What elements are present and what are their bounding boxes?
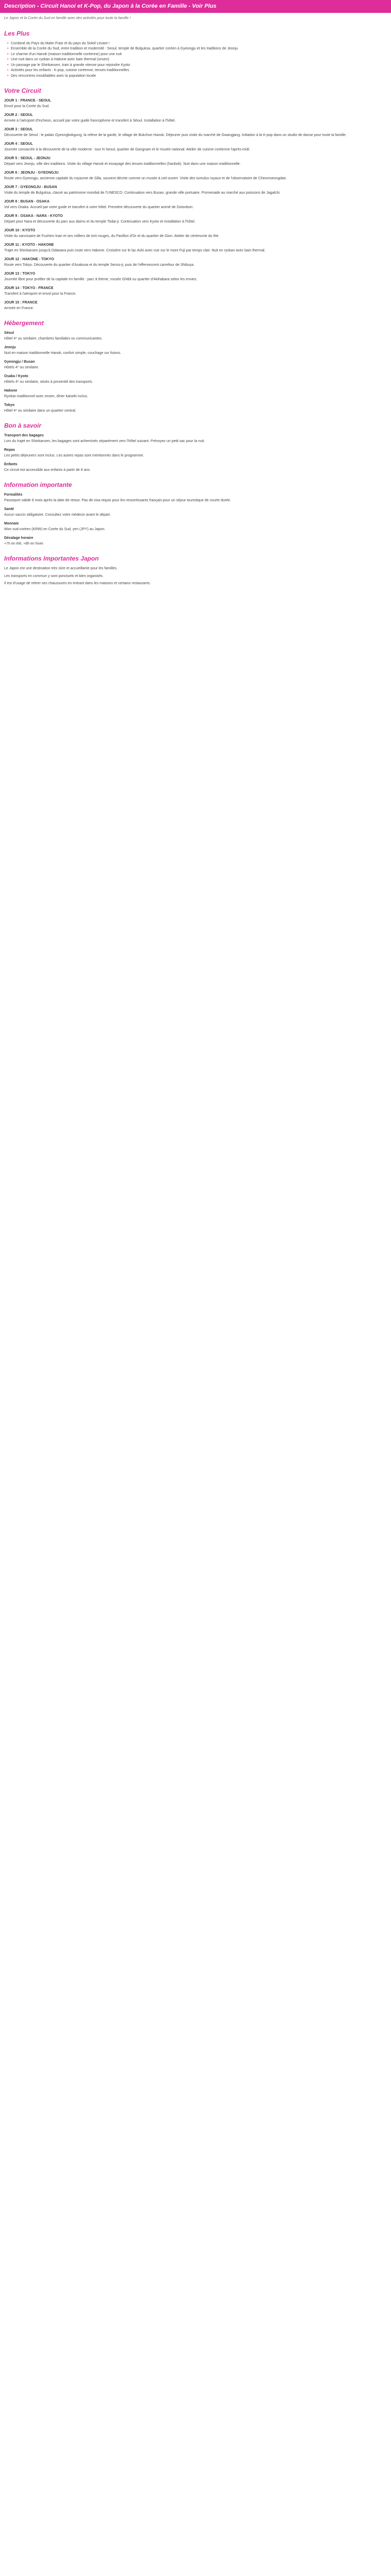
itinerary-day — [4, 257, 387, 268]
item-text: +7h en été, +8h en hiver. — [4, 541, 44, 546]
itinerary-days — [4, 98, 387, 311]
day-text: Route vers Tokyo. Découverte du quartier d'Asakusa et du temple Senso-ji, puis de l'effervescent carrefour de Shibuya. — [4, 263, 194, 267]
plus-item: • Un passage par le Shinkansen, train à grande vitesse pour rejoindre Kyoto — [7, 63, 387, 69]
plus-item: • Une nuit dans un ryokan à Hakone avec bain thermal (onsen) — [7, 57, 387, 63]
day-text: Journée consacrée à la découverte de la ville moderne : tour N Seoul, quartier de Gangnam et le musée national. Atelier de cuisine coréenne l'après-midi. — [4, 147, 250, 151]
item-title: Formalités — [4, 493, 23, 497]
itinerary-day — [4, 286, 387, 297]
itinerary-day — [4, 98, 387, 109]
item-title: Jeonju — [4, 346, 16, 350]
item-title: Gyeongju / Busan — [4, 360, 35, 364]
plus-list — [7, 41, 387, 79]
day-title: JOUR 15 : FRANCE — [4, 301, 38, 305]
plus-item: • Combiné du Pays du Matin Frais et du pays du Soleil Levant ! — [7, 41, 387, 47]
item-text: Ce circuit est accessible aux enfants à partir de 6 ans. — [4, 468, 91, 472]
item-title: Monnaie — [4, 522, 19, 526]
item-text: Ryokan traditionnel avec onsen, dîner kaiseki inclus. — [4, 394, 88, 398]
day-title: JOUR 8 : BUSAN - OSAKA — [4, 200, 50, 204]
itinerary-day — [4, 272, 387, 282]
item-title: Repas — [4, 448, 15, 452]
practical-item — [4, 521, 387, 532]
item-title: Santé — [4, 507, 14, 512]
day-text: Visite du temple de Bulguksa, classé au patrimoine mondial de l'UNESCO. Continuation vers Busan, grande ville portuaire. Promenade au marché aux poissons de Jagalchi. — [4, 191, 281, 195]
good-to-know-item — [4, 448, 387, 459]
hotels-item — [4, 403, 387, 414]
day-title: JOUR 4 : SEOUL — [4, 142, 33, 146]
item-title: Enfants — [4, 463, 18, 467]
further-list — [4, 566, 387, 587]
item-text: Nuit en maison traditionnelle Hanok, confort simple, couchage sur futons. — [4, 351, 121, 355]
itinerary-day — [4, 113, 387, 124]
hotels-list — [4, 331, 387, 414]
item-title: Transport des bagages — [4, 434, 44, 438]
item-title: Osaka / Kyoto — [4, 375, 28, 379]
good-to-know-list — [4, 433, 387, 473]
day-text: Journée libre pour profiter de la capitale en famille : parc à thème, musée Ghibli ou quartier d'Akihabara selon les envies. — [4, 277, 198, 281]
day-text: Découverte de Séoul : le palais Gyeongbokgung, la relève de la garde, le village de Bukchon Hanok. Déjeuner puis visite du marché de Gwangjang. Initiation à la K-pop dans un studio de danse pour toute la famille. — [4, 133, 347, 137]
good-to-know-heading: Bon à savoir — [4, 422, 42, 430]
item-text: Les petits déjeuners sont inclus. Les autres repas sont mentionnés dans le programme. — [4, 453, 144, 457]
day-text: Trajet en Shinkansen jusqu'à Odawara puis route vers Hakone. Croisière sur le lac Ashi avec vue sur le mont Fuji par temps clair. Nuit en ryokan avec bain thermal. — [4, 248, 266, 252]
description-content — [0, 13, 391, 599]
day-text: Envol pour la Corée du Sud. — [4, 104, 50, 108]
day-title: JOUR 6 : JEONJU - GYEONGJU — [4, 171, 59, 175]
day-text: Arrivée en France. — [4, 306, 34, 310]
plus-heading: Les Plus — [4, 29, 30, 37]
itinerary-day — [4, 185, 387, 196]
practical-item — [4, 507, 387, 518]
item-title: Hakone — [4, 389, 18, 393]
practical-item — [4, 536, 387, 547]
day-title: JOUR 5 : SEOUL - JEONJU — [4, 157, 51, 161]
itinerary-heading: Votre Circuit — [4, 87, 41, 95]
further-paragraph: Il est d'usage de retirer ses chaussures en entrant dans les maisons et certains restaurants. — [4, 582, 151, 586]
item-text: Aucun vaccin obligatoire. Consultez votre médecin avant le départ. — [4, 513, 111, 517]
intro-text: Le Japon et la Corée du Sud en famille avec des activités pour toute la famille ! — [4, 16, 131, 21]
day-title: JOUR 2 : SEOUL — [4, 113, 33, 117]
further-heading: Informations Importantes Japon — [4, 555, 99, 563]
day-title: JOUR 9 : OSAKA - NARA - KYOTO — [4, 214, 63, 218]
description-banner — [0, 0, 391, 13]
item-title: Séoul — [4, 331, 14, 335]
day-text: Départ vers Jeonju, ville des traditions. Visite du village Hanok et essayage des tenues traditionnelles (hanbok). Nuit dans une maison traditionnelle. — [4, 162, 241, 166]
page-title: Description - Circuit Hanoi et K-Pop, du Japon à la Corée en Famille - Voir Plus — [4, 3, 217, 9]
hotels-item — [4, 374, 387, 385]
good-to-know-item — [4, 462, 387, 473]
day-text: Visite du sanctuaire de Fushimi Inari et ses milliers de torii rouges, du Pavillon d'Or et du quartier de Gion. Atelier de cérémonie du thé. — [4, 234, 220, 238]
plus-item: • Ensemble de la Corée du Sud, entre tradition et modernité : Seoul, temple de Bulguksa, quartier coréen à Gyeongju et les traditions de Jeonju — [7, 46, 387, 52]
itinerary-day — [4, 228, 387, 239]
hotels-heading: Hébergement — [4, 319, 44, 327]
itinerary-day — [4, 171, 387, 181]
item-text: Hôtel 4* ou similaire, chambres familiales ou communicantes. — [4, 336, 103, 341]
plus-item: • Le charme d'un Hanok (maison traditionnelle coréenne) pour une nuit — [7, 52, 387, 58]
itinerary-day — [4, 142, 387, 152]
itinerary-day — [4, 156, 387, 167]
plus-item: • Des rencontres inoubliables avec la population locale — [7, 74, 387, 79]
day-title: JOUR 12 : HAKONE - TOKYO — [4, 258, 54, 262]
day-text: Route vers Gyeongju, ancienne capitale du royaume de Silla, souvent décrite comme un musée à ciel ouvert. Visite des tumulus royaux et de l'observatoire de Cheomseongdae. — [4, 176, 287, 180]
day-text: Départ pour Nara et découverte du parc aux daims et du temple Todai-ji. Continuation vers Kyoto et installation à l'hôtel. — [4, 219, 196, 224]
item-title: Tokyo — [4, 403, 15, 408]
item-text: Passeport valide 6 mois après la date de retour. Pas de visa requis pour les ressortissants français pour un séjour touristique de courte durée. — [4, 498, 231, 502]
good-to-know-item — [4, 433, 387, 444]
item-text: Won sud-coréen (KRW) en Corée du Sud, yen (JPY) au Japon. — [4, 527, 106, 531]
further-paragraph: Les transports en commun y sont ponctuels et bien organisés. — [4, 574, 104, 578]
day-title: JOUR 10 : KYOTO — [4, 229, 36, 233]
item-text: Hôtel 4* ou similaire dans un quartier central. — [4, 409, 76, 413]
itinerary-day — [4, 243, 387, 253]
further-paragraph: Le Japon est une destination très sûre et accueillante pour les familles. — [4, 567, 118, 571]
hotels-item — [4, 345, 387, 356]
item-text: Hôtels 4* ou similaire. — [4, 365, 39, 369]
hotels-item — [4, 331, 387, 342]
practical-list — [4, 493, 387, 547]
day-title: JOUR 14 : TOKYO - FRANCE — [4, 286, 54, 291]
hotels-item — [4, 360, 387, 370]
day-title: JOUR 3 : SEOUL — [4, 128, 33, 132]
day-text: Vol vers Osaka. Accueil par votre guide et transfert à votre hôtel. Première découverte du quartier animé de Dotonbori. — [4, 205, 193, 209]
day-title: JOUR 13 : TOKYO — [4, 272, 36, 276]
day-title: JOUR 7 : GYEONGJU - BUSAN — [4, 185, 57, 190]
item-text: Lors du trajet en Shinkansen, les bagages sont acheminés séparément vers l'hôtel suivant. Prévoyez un petit sac pour la nuit. — [4, 439, 205, 443]
item-text: Hôtels 4* ou similaire, situés à proximité des transports. — [4, 380, 93, 384]
practical-heading: Information importante — [4, 481, 72, 489]
itinerary-day — [4, 300, 387, 311]
item-title: Décalage horaire — [4, 536, 34, 540]
itinerary-day — [4, 127, 387, 138]
day-text: Arrivée à l'aéroport d'Incheon, accueil par votre guide francophone et transfert à Séoul. Installation à l'hôtel. — [4, 118, 176, 123]
hotels-item — [4, 388, 387, 399]
day-title: JOUR 11 : KYOTO - HAKONE — [4, 243, 54, 247]
day-text: Transfert à l'aéroport et envol pour la France. — [4, 292, 76, 296]
itinerary-day — [4, 199, 387, 210]
plus-item: • Activités pour les enfants : K-pop, cuisine coréenne, tenues traditionnelles — [7, 68, 387, 74]
itinerary-day — [4, 214, 387, 225]
day-title: JOUR 1 : FRANCE - SEOUL — [4, 99, 52, 103]
practical-item — [4, 493, 387, 503]
